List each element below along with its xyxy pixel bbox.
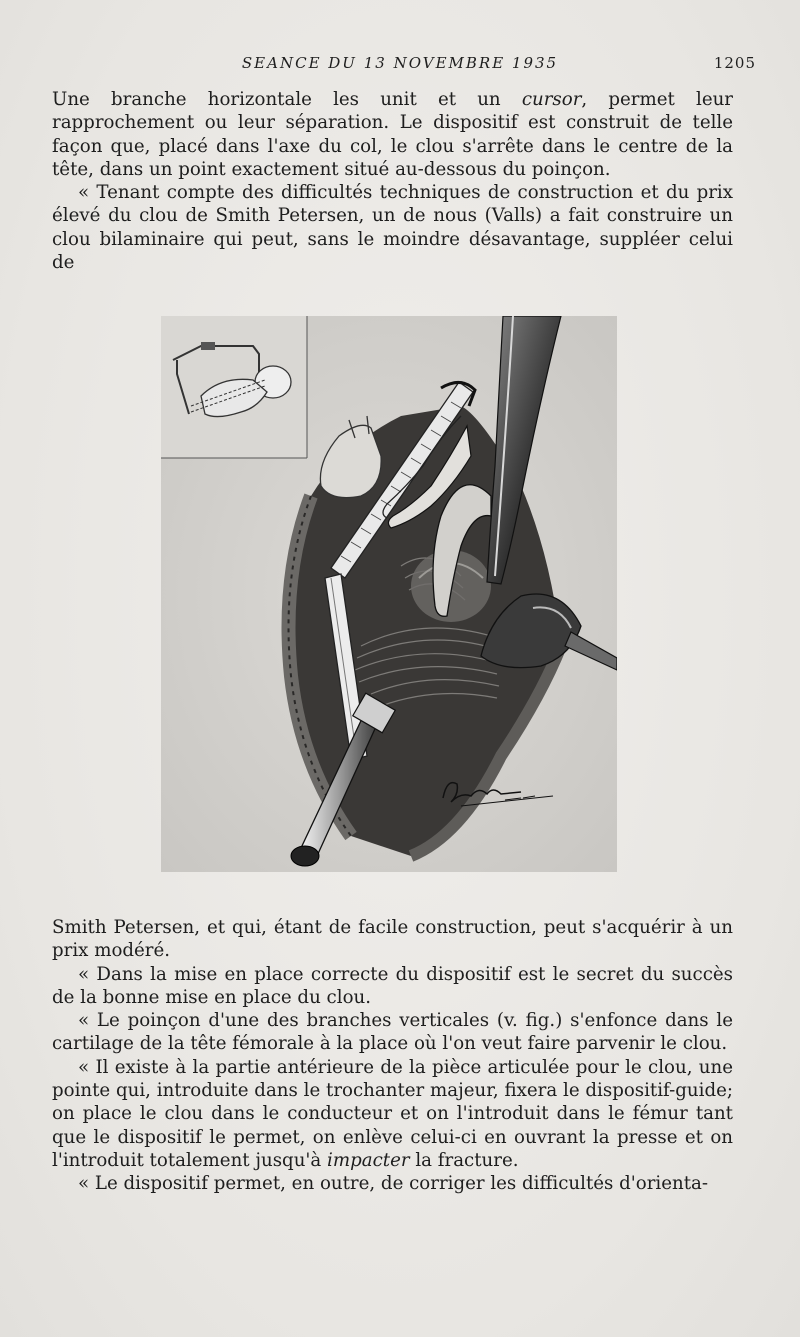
text-run: « Le poinçon d'une des branches verticales (v. fig.) s'enfonce dans le cartilage de la tête fémorale à la place où l'on veut faire parvenir le clou. xyxy=(52,1010,733,1055)
text-run: Smith Petersen, et qui, étant de facile construction, peut s'acquérir à un prix modéré. xyxy=(52,917,733,962)
surgical-illustration-drawing xyxy=(161,316,617,872)
running-header xyxy=(0,52,800,76)
paragraph xyxy=(52,88,733,181)
italic-term: impacter xyxy=(327,1149,410,1171)
page-number: 1205 xyxy=(713,54,756,72)
inset-diagram xyxy=(161,316,307,458)
text-run: « Il existe à la partie antérieure de la pièce articulée pour le clou, une pointe qui, introduite dans le trochanter majeur, fixera le dispositif-guide; on place le clou dans le conducteur et on l'introduit dans le fémur tant que le dispositif le permet, on enlève celui-ci en ouvrant la presse et on l'introduit totalement jusqu'à xyxy=(52,1056,733,1171)
body-text-bottom xyxy=(52,916,733,1196)
paragraph xyxy=(52,1009,733,1056)
text-run: Une branche horizontale les unit et un xyxy=(52,89,522,110)
italic-term: cursor xyxy=(521,89,582,110)
body-text-top xyxy=(52,88,733,274)
paragraph xyxy=(52,916,733,963)
paragraph xyxy=(52,963,733,1010)
text-run: , permet leur rapprochement ou leur séparation. Le dispositif est construit de telle façon que, placé dans l'axe du col, le clou s'arrête dans le centre de la tête, dans un point exactement situé au-dessous du poinçon. xyxy=(52,89,733,180)
paragraph xyxy=(52,181,733,274)
surgical-illustration xyxy=(161,316,617,872)
text-run: la fracture. xyxy=(409,1149,519,1171)
paragraph xyxy=(52,1056,733,1172)
paragraph xyxy=(52,1172,733,1195)
text-run: « Dans la mise en place correcte du dispositif est le secret du succès de la bonne mise en place du clou. xyxy=(52,963,733,1008)
running-title: SEANCE DU 13 NOVEMBRE 1935 xyxy=(241,54,559,72)
text-run: « Le dispositif permet, en outre, de corriger les difficultés d'orienta- xyxy=(78,1173,709,1195)
text-run: « Tenant compte des difficultés techniques de construction et du prix élevé du clou de Smith Petersen, un de nous (Valls) a fait construire un clou bilaminaire qui peut, sans le moindre désavantage, suppléer celui de xyxy=(52,182,733,274)
